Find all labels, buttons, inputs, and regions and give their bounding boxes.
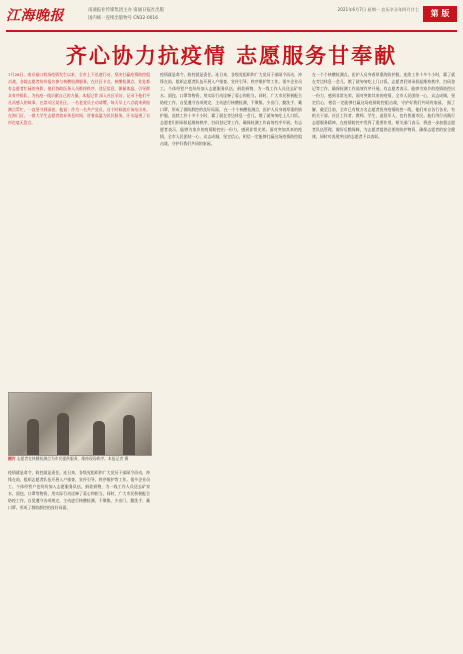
masthead-rule (6, 30, 457, 32)
article-text: 据了解，截至目前，全市已有数万名志愿者投身疫情防控一线，他们来自各行各业，有机关干部、社区工作者、教师、学生、退役军人，也有普通市民。他们用行动践行志愿服务精神，在疫情防控中发挥了重要作用。相关部门表示，将进一步加强志愿者队伍管理，做好后勤保障，为志愿者提供必要的防护物资，确保志愿者的安全健康，同时对表现突出的志愿者予以表彰。 (312, 99, 455, 140)
masthead-date: 2021年6月7日 星期一 农历辛丑年四月廿七 (337, 7, 419, 12)
news-photo (8, 392, 152, 456)
article-text: 疫情就是命令，防控就是责任。连日来，各级党组织和广大党员干部闻令而动，冲锋在前，组织志愿者队伍开展入户排查、宣传引导、秩序维护等工作。很多企业员工、个体经营户也纷纷加入志愿服务队伍，捐款捐物，为一线工作人员送去矿泉水、面包、口罩等物资，用实际行动诠释了爱心和担当。同时，广大市民积极配合防疫工作，自觉遵守各项规定，主动进行核酸检测，不聚集、少出门、勤洗手、戴口罩，形成了群防群控的良好局面。 (160, 72, 302, 112)
newspaper-logo: 江海晚报 (6, 8, 64, 24)
photo-figure (57, 413, 69, 455)
article-text: 在一个个核酸检测点，医护人员身着厚重的防护服，连续工作十多个小时，累了就在旁边休息一会儿，饿了就匆匆吃上几口饭。志愿者们则承担起维持秩序、扫码登记等工作，确保检测工作高效有序开展。有志愿者表示，能够为家乡的疫情防控出一份力，感到非常光荣。面对突如其来的疫情，全市人民团结一心，众志成城，坚定信心，相信一定能够打赢这场疫情防控阻击战，守护好我们共同的家园。 (160, 106, 302, 147)
caption-text: 志愿者在核酸检测点为市民提供服务，维持现场秩序。本报记者 摄 (16, 456, 129, 461)
photo-caption (8, 456, 150, 462)
article-column-2 (160, 72, 302, 648)
article-column-3 (312, 72, 455, 648)
photo-figure (93, 421, 105, 455)
article-column-1b (8, 470, 150, 648)
masthead-publisher: 南通报业传媒集团主办 南通日报社出版 (88, 8, 165, 13)
masthead-issn: 国内统一连续出版物号 CN32-0016 (88, 16, 158, 21)
article-text: 在一个个核酸检测点，医护人员身着厚重的防护服，连续工作十多个小时，累了就在旁边休息一会儿，饿了就匆匆吃上几口饭。志愿者们则承担起维持秩序、扫码登记等工作，确保检测工作高效有序开展。有志愿者表示，能够为家乡的疫情防控出一份力，感到非常光荣。面对突如其来的疫情，全市人民团结一心，众志成城，坚定信心，相信一定能够打赢这场疫情防控阻击战，守护好我们共同的家园。 (312, 72, 455, 105)
article-text: 疫情就是命令，防控就是责任。连日来，各级党组织和广大党员干部闻令而动，冲锋在前，组织志愿者队伍开展入户排查、宣传引导、秩序维护等工作。很多企业员工、个体经营户也纷纷加入志愿服务队伍，捐款捐物，为一线工作人员送去矿泉水、面包、口罩等物资，用实际行动诠释了爱心和担当。同时，广大市民积极配合防疫工作，自觉遵守各项规定，主动进行核酸检测，不聚集、少出门、勤洗手、戴口罩，形成了群防群控的良好局面。 (8, 470, 150, 510)
page-tag: 第 版 (423, 6, 457, 22)
masthead (6, 4, 457, 28)
page-headline: 齐心协力抗疫情 志愿服务甘奉献 (65, 44, 398, 68)
article-lead: 7月28日，南京禄口机场疫情发生以来，全市上下迅速行动，坚决打赢疫情防控阻击战，各地志愿者纷纷报名参与核酸检测服务。在社区卡点、核酸检测点，处处都有志愿者忙碌的身影，他们协助医务人员维持秩序、登记信息、测量体温、引导群众有序排队，为抗疫一线贡献自己的力量。本报记者 深入社区采访，记录下他们平凡而感人的故事。在崇川区某社区，一名老党员主动请缨，每天早上六点就来到检测点帮忙，一直坚守到深夜，他说：作为一名共产党员，这个时候就应该站出来。在海门区，一群大学生志愿者放弃休息时间，冒着高温为居民服务，汗水湿透了衣衫也毫无怨言。 (8, 72, 150, 126)
article-column-1 (8, 72, 150, 388)
photo-figure (27, 419, 39, 455)
caption-kicker: 图片 (8, 456, 16, 461)
photo-figure (123, 415, 135, 455)
